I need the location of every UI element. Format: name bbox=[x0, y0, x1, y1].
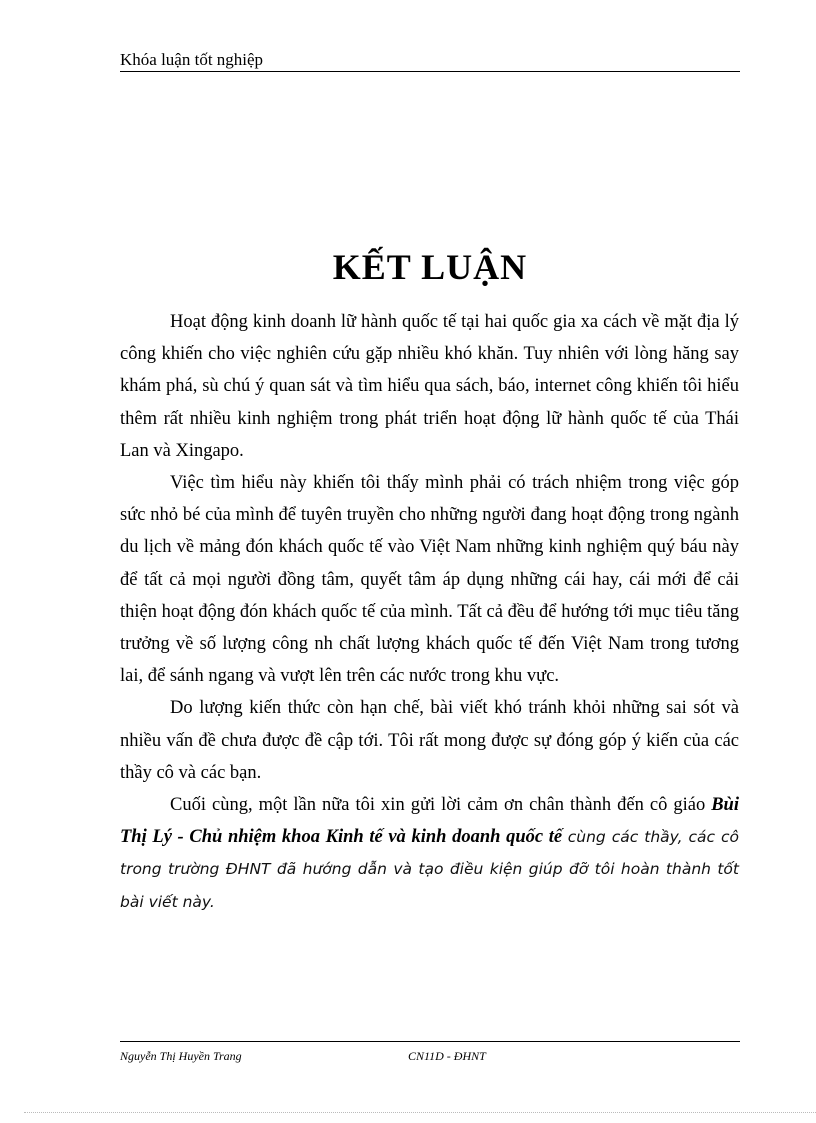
paragraph-4-emphasis: Bùi Thị Lý - Chủ nhiệm khoa Kinh tế và kinh doanh quốc tế bbox=[120, 795, 739, 848]
footer-class: CN11D - ĐHNT bbox=[408, 1049, 486, 1063]
paragraph-4-intro: Cuối cùng, một lần nữa tôi xin gửi lời cảm ơn chân thành đến cô giáo bbox=[170, 795, 706, 816]
page-edge-divider bbox=[24, 1112, 816, 1113]
header-title: Khóa luận tốt nghiệp bbox=[120, 50, 264, 69]
footer-author: Nguyễn Thị Huyền Trang bbox=[120, 1049, 242, 1063]
body-text bbox=[120, 306, 739, 918]
paragraph-1: Hoạt động kinh doanh lữ hành quốc tế tại hai quốc gia xa cách về mặt địa lý công khiến cho việc nghiên cứu gặp nhiều khó khăn. Tuy nhiên với lòng hăng say khám phá, sù chú ý quan sát và tìm hiểu qua sách, báo, internet công khiến tôi hiểu thêm rất nhiều kinh nghiệm trong phát triển hoạt động lữ hành quốc tế của Thái Lan và Xingapo. bbox=[120, 312, 739, 461]
section-heading: KẾT LUẬN bbox=[332, 247, 528, 287]
page-footer bbox=[120, 1041, 740, 1063]
paragraph-4 bbox=[120, 789, 739, 918]
paragraph-3: Do lượng kiến thức còn hạn chế, bài viết khó tránh khỏi những sai sót và nhiều vấn đề chưa được đề cập tới. Tôi rất mong được sự đóng góp ý kiến của các thầy cô và các bạn. bbox=[120, 698, 739, 783]
paragraph-4-rest: cùng các thầy, các cô trong trường ĐHNT đã hướng dẫn và tạo điều kiện giúp đỡ tôi hoàn thành tốt bài viết này. bbox=[120, 828, 739, 911]
paragraph-2: Việc tìm hiểu này khiến tôi thấy mình phải có trách nhiệm trong việc góp sức nhỏ bé của mình để tuyên truyền cho những người đang hoạt động trong ngành du lịch về mảng đón khách quốc tế vào Việt Nam những kinh nghiệm quý báu này để tất cả mọi người đồng tâm, quyết tâm áp dụng những cái hay, cái mới để cải thiện hoạt động đón khách quốc tế của mình. Tất cả đều để hướng tới mục tiêu tăng trưởng về số lượng công nh chất lượng khách quốc tế đến Việt Nam trong tương lai, để sánh ngang và vượt lên trên các nước trong khu vực. bbox=[120, 473, 739, 687]
page-header bbox=[120, 50, 740, 72]
